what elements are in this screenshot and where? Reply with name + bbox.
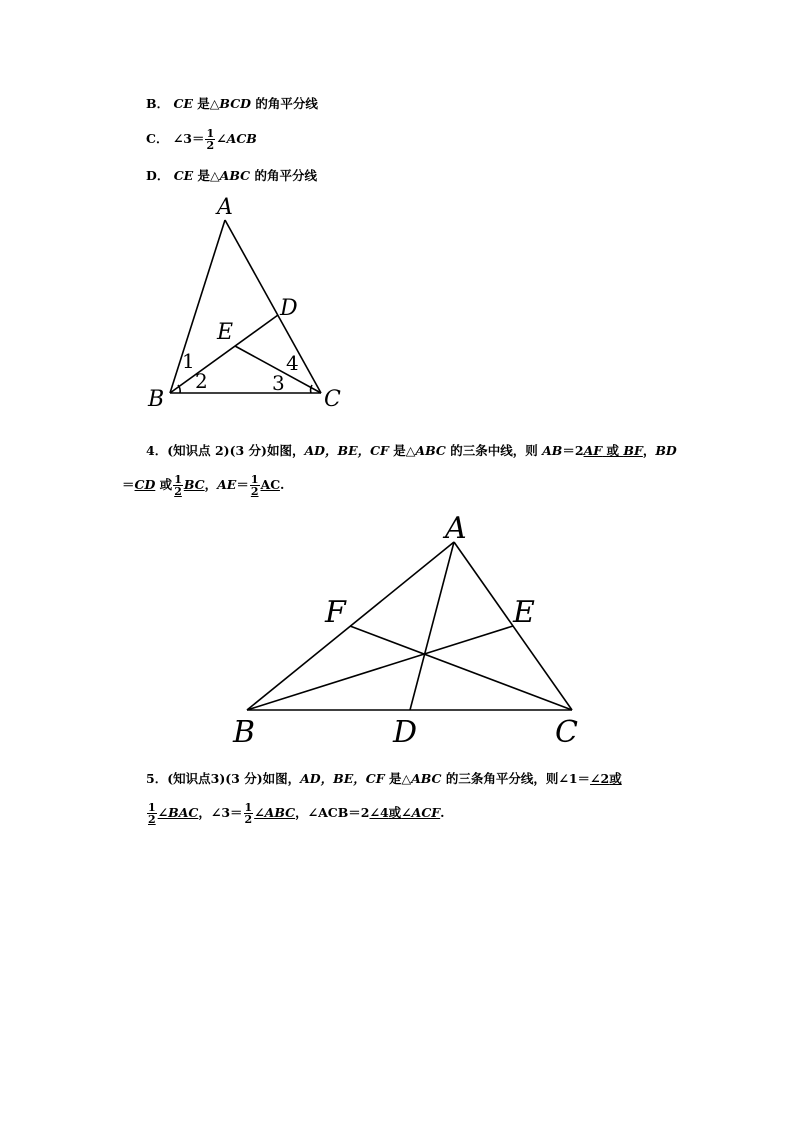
answer-ac: AC — [260, 477, 280, 492]
point-label-c: C — [324, 387, 341, 412]
option-d — [146, 168, 317, 184]
comma: ， — [204, 477, 218, 492]
option-b-triangle: BCD — [219, 96, 251, 111]
point-label-f: F — [325, 595, 346, 630]
question-4-lhs2: BD — [655, 443, 677, 458]
or-text: 或 — [606, 443, 620, 458]
fraction-numerator: 1 — [148, 801, 156, 814]
answer-cd: CD — [134, 477, 156, 492]
question-5-tag: (知识点3)(3 分)如图， — [167, 771, 301, 786]
median-cf — [350, 626, 572, 710]
answer-angle-acf: ∠ACF — [401, 805, 441, 820]
angle-label-3: 3 — [272, 371, 285, 395]
angle-label-2: 2 — [195, 369, 208, 393]
option-b-expr: CE — [173, 96, 193, 111]
question-5-line-2 — [146, 802, 445, 825]
option-c-angle: ∠3＝ — [172, 131, 205, 146]
question-4-eq1: ＝2 — [562, 443, 584, 458]
point-label-d: D — [280, 296, 298, 321]
side-ab — [170, 220, 225, 393]
period: . — [279, 477, 285, 492]
fraction-denominator: 2 — [206, 139, 215, 152]
point-label-e: E — [513, 595, 535, 630]
answer-angle-4: ∠4 — [369, 805, 389, 820]
option-c-rest: ∠ACB — [216, 131, 257, 146]
answer-angle-2: ∠2 — [590, 771, 610, 786]
question-4-line-1 — [146, 443, 677, 459]
point-label-b: B — [233, 715, 256, 750]
answer-or-1: 或 — [609, 771, 622, 786]
answer-or-1 — [602, 443, 623, 458]
option-b-tail: 的角平分线 — [255, 96, 318, 111]
question-4-lhs1: AB — [542, 443, 563, 458]
option-d-text: 是△ — [197, 168, 220, 183]
fraction-denominator: 2 — [250, 485, 259, 498]
fraction-denominator: 2 — [148, 813, 156, 826]
fraction-denominator: 2 — [174, 485, 182, 498]
question-5-after: 的三条角平分线，则∠1＝ — [445, 771, 591, 786]
question-5-comma-2: ，∠ACB＝2 — [295, 805, 370, 820]
point-label-e: E — [217, 320, 234, 345]
comma: ， — [642, 443, 656, 458]
question-4-triangle: ABC — [415, 443, 446, 458]
option-c — [146, 128, 257, 151]
point-label-a: A — [217, 195, 233, 220]
answer-bf: BF — [623, 443, 643, 458]
question-5-triangle: ABC — [411, 771, 442, 786]
question-4-after: 的三条中线，则 — [450, 443, 538, 458]
question-4-or2: 或 — [159, 477, 173, 492]
question-4-tag: (知识点 2)(3 分)如图， — [167, 443, 305, 458]
question-5-comma-1: ，∠3＝ — [198, 805, 243, 820]
question-5-fraction-1 — [147, 802, 157, 825]
figure-2-triangle — [225, 505, 595, 750]
question-5-fraction-2 — [244, 802, 254, 825]
option-d-expr: CE — [173, 168, 194, 183]
figure-1-triangle — [140, 190, 360, 415]
question-4-number: 4． — [146, 443, 168, 458]
answer-bc: BC — [183, 477, 205, 492]
point-label-b: B — [148, 387, 165, 412]
question-5-number: 5． — [146, 771, 168, 786]
question-4-fraction-1 — [173, 474, 183, 497]
angle-label-1: 1 — [182, 349, 195, 373]
question-5-line-1 — [146, 771, 622, 787]
option-b — [146, 96, 318, 112]
question-4-eq3: ＝ — [236, 477, 249, 492]
median-be — [247, 626, 513, 710]
answer-or-3: 或 — [388, 805, 402, 820]
question-5-mid: 是△ — [388, 771, 412, 786]
point-label-a: A — [445, 511, 467, 546]
fraction-numerator: 1 — [174, 473, 182, 486]
answer-angle-abc: ∠ABC — [254, 805, 296, 820]
question-4-mid: 是△ — [393, 443, 416, 458]
question-4-lines: AD，BE，CF — [304, 443, 389, 458]
fraction-numerator: 1 — [244, 801, 253, 814]
angle-label-4: 4 — [286, 351, 299, 375]
median-ad — [410, 542, 454, 710]
question-5-lines: AD，BE，CF — [300, 771, 385, 786]
option-d-tail: 的角平分线 — [254, 168, 317, 183]
point-label-d: D — [393, 715, 418, 750]
option-b-text: 是△ — [197, 96, 220, 111]
point-label-c: C — [555, 715, 578, 750]
answer-af: AF — [583, 443, 603, 458]
fraction-numerator: 1 — [250, 473, 259, 486]
option-c-fraction — [205, 128, 215, 151]
fraction-denominator: 2 — [244, 813, 253, 826]
question-4-fraction-2 — [250, 474, 260, 497]
answer-angle-bac: ∠BAC — [157, 805, 199, 820]
option-b-label: B． — [146, 96, 170, 111]
period: . — [440, 805, 445, 820]
question-4-lhs3: AE — [217, 477, 237, 492]
question-4-eq2: ＝ — [122, 477, 135, 492]
option-d-triangle: ABC — [219, 168, 251, 183]
option-c-label: C． — [146, 131, 169, 146]
fraction-numerator: 1 — [206, 127, 215, 140]
question-4-line-2 — [122, 474, 682, 497]
angle-arc-c — [311, 385, 312, 393]
option-d-label: D． — [146, 168, 170, 183]
